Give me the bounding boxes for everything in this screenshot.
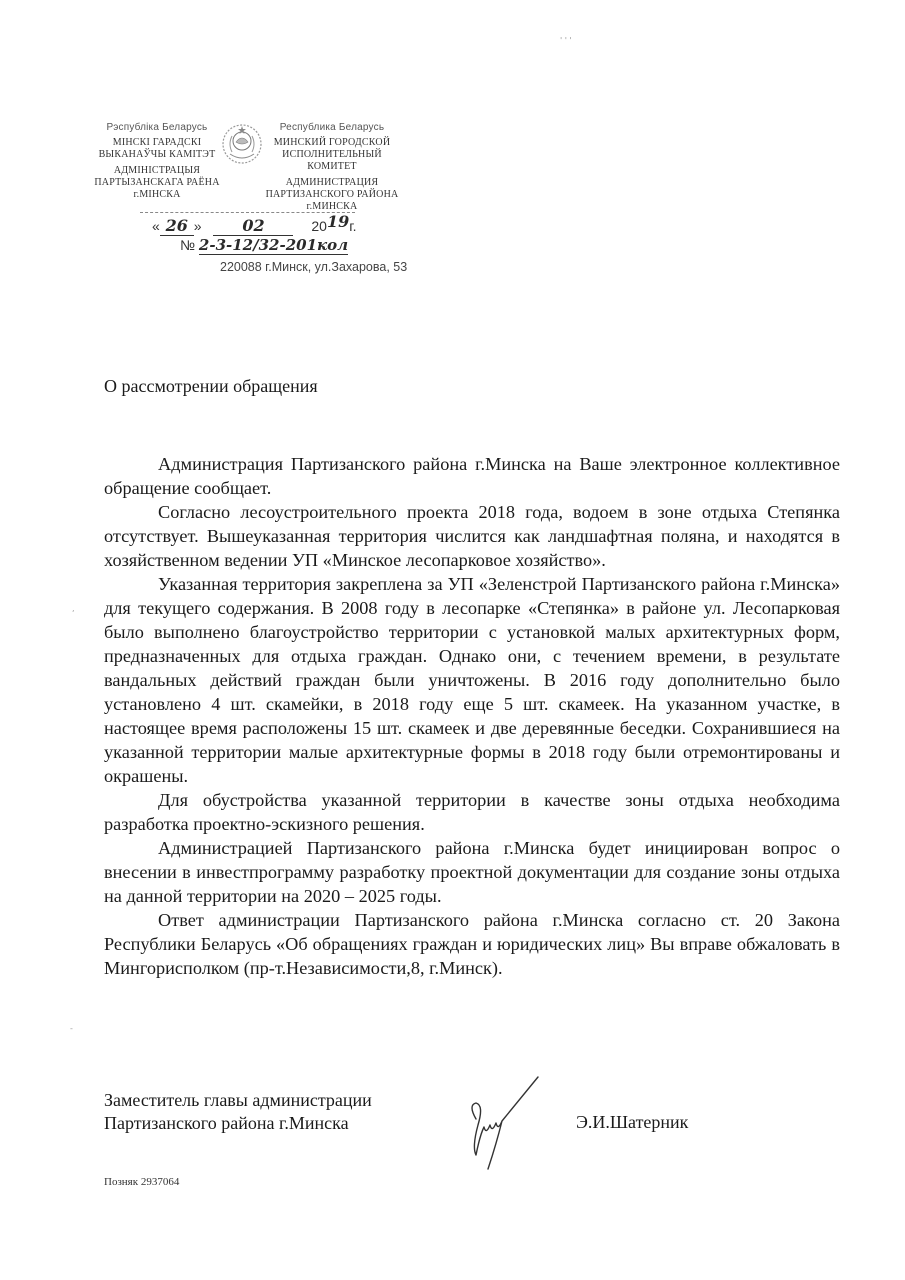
paragraph-appeal: Ответ администрации Партизанского района г.Минска согласно ст. 20 Закона Республики Беларусь «Об обращениях граждан и юридических лиц» Вы вправе обжаловать в Мингорисполком (пр-т.Независимости,8, г.Минск).: [104, 910, 840, 978]
city-by: г.МІНСКА: [133, 189, 181, 200]
admin-line1-by: АДМІНІСТРАЦЫЯ: [113, 165, 201, 176]
signatory-position: [104, 1089, 372, 1135]
letterhead-russian: [262, 122, 402, 213]
republic-name-by: Рэспубліка Беларусь: [106, 122, 208, 133]
handwritten-signature-icon: [462, 1075, 552, 1170]
republic-name-ru: Республика Беларусь: [279, 122, 385, 133]
date-year-mark: г.: [349, 218, 357, 234]
paragraph-intro: Администрация Партизанского района г.Минска на Ваше электронное коллективное обращение сообщает.: [104, 454, 840, 498]
committee-line2-by: ВЫКАНАЎЧЫ КАМІТЭТ: [98, 149, 216, 160]
date-year-prefix: 20: [311, 218, 327, 234]
date-day: 26: [160, 216, 194, 236]
scan-artifact: -: [70, 1024, 73, 1033]
committee-line2-ru: ИСПОЛНИТЕЛЬНЫЙ КОМИТЕТ: [282, 149, 382, 172]
document-number: [180, 236, 348, 255]
letterhead: [92, 122, 412, 292]
date-month: 02: [213, 216, 293, 236]
letter-body: [104, 452, 840, 980]
number-value: 2-3-12/32-201кол: [198, 236, 349, 254]
letterhead-divider: [140, 212, 355, 213]
document-date: « 26 » 02 2019г.: [152, 212, 357, 235]
paragraph-design: Для обустройства указанной территории в качестве зоны отдыха необходима разработка проектно-эскизного решения.: [104, 790, 840, 834]
paragraph-reservoir: Согласно лесоустроительного проекта 2018 года, водоем в зоне отдыха Степянка отсутствует. Вышеуказанная территория числится как ландшафтная поляна, и находятся в хозяйственном ведении УП «Минское лесопарковое хозяйство».: [104, 502, 840, 570]
committee-line1-ru: МИНСКИЙ ГОРОДСКОЙ: [273, 137, 391, 148]
scan-artifact: ' ' ': [560, 36, 572, 45]
number-label: №: [180, 237, 196, 253]
date-year-suffix: 19: [326, 212, 350, 231]
city-ru: г.МИНСКА: [306, 201, 358, 212]
sender-address: 220088 г.Минск, ул.Захарова, 53: [220, 260, 408, 274]
letterhead-belarusian: [92, 122, 222, 201]
paragraph-territory: Указанная территория закреплена за УП «Зеленстрой Партизанского района г.Минска» для текущего содержания. В 2008 году в лесопарке «Степянка» в районе ул. Лесопарковая было выполнено благоустройство территории с установкой малых архитектурных форм, предназначенных для отдыха граждан. Однако они, с течением времени, в результате вандальных действий граждан были уничтожены. В 2016 году дополнительно было установлено 4 шт. скамейки, в 2018 году еще 5 шт. скамеек. На указанном участке, в настоящее время расположены 15 шт. скамеек и две деревянные беседки. Сохранившиеся на указанной территории малые архитектурные формы в 2018 году были отремонтированы и окрашены.: [104, 574, 840, 786]
signatory-name: Э.И.Шатерник: [576, 1112, 689, 1132]
committee-line1-by: МІНСКІ ГАРАДСКІ: [112, 137, 202, 148]
state-emblem-icon: [220, 122, 264, 166]
executor-contact: Позняк 2937064: [104, 1176, 180, 1188]
scan-artifact: ,: [72, 604, 75, 613]
position-line1: Заместитель главы администрации: [104, 1090, 372, 1110]
admin-line1-ru: АДМИНИСТРАЦИЯ: [285, 177, 379, 188]
admin-line2-by: ПАРТЫЗАНСКАГА РАЁНА: [94, 177, 220, 188]
admin-line2-ru: ПАРТИЗАНСКОГО РАЙОНА: [265, 189, 399, 200]
paragraph-investment: Администрацией Партизанского района г.Минска будет инициирован вопрос о внесении в инвестпрограмму разработку проектной документации для создание зоны отдыха на данной территории на 2020 – 2025 годы.: [104, 838, 840, 906]
document-subject: О рассмотрении обращения: [104, 376, 318, 396]
position-line2: Партизанского района г.Минска: [104, 1113, 349, 1133]
